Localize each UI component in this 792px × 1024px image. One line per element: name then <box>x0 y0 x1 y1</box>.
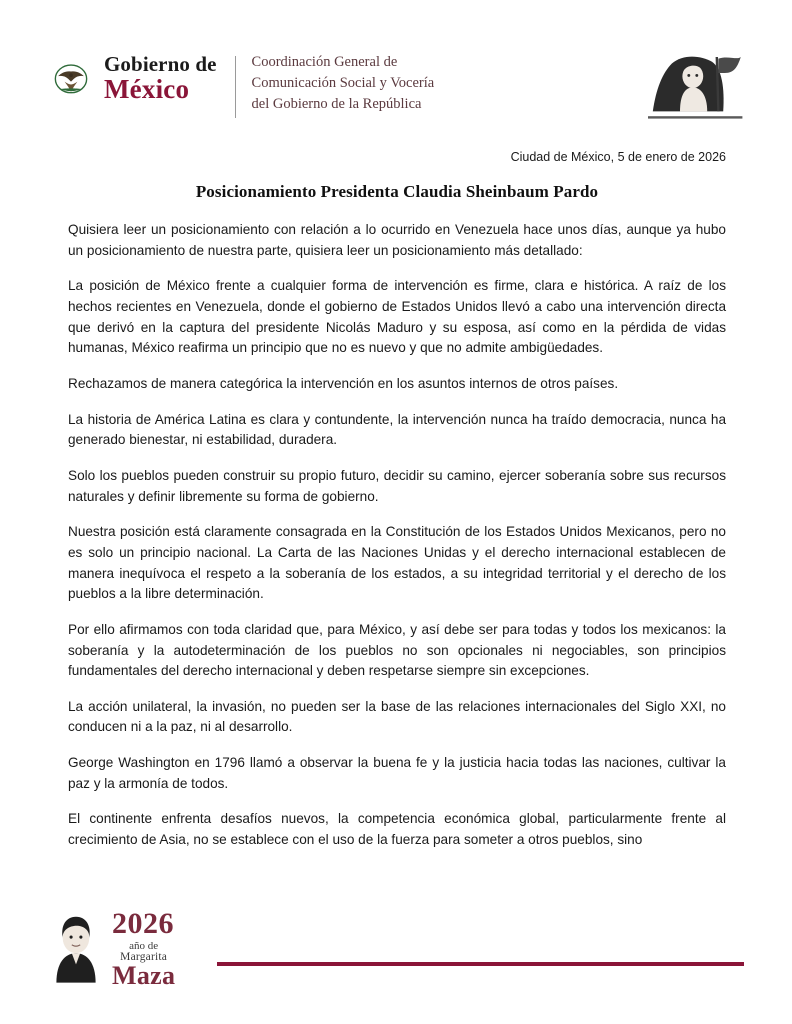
dateline: Ciudad de México, 5 de enero de 2026 <box>510 150 726 164</box>
paragraph: Rechazamos de manera categórica la intervención en los asuntos internos de otros países. <box>68 375 619 391</box>
margarita-maza-portrait-icon <box>48 914 104 984</box>
department-line-2: Comunicación Social y Vocería <box>251 75 435 92</box>
brand-gobierno: Gobierno de <box>104 52 217 76</box>
paragraph: La acción unilateral, la invasión, no pueden ser la base de las relaciones internacionales del Siglo XXI, no conducen ni a la paz, ni al desarrollo. <box>68 698 726 735</box>
page-title: Posicionamiento Presidenta Claudia Sheinbaum Pardo <box>195 182 599 201</box>
footer-year: 2026 <box>112 906 174 940</box>
footer-ano-de: año de <box>129 939 159 952</box>
paragraph: Nuestra posición está claramente consagrada en la Constitución de los Estados Unidos Mexicanos, pero no es solo un principio nacional. La Carta de las Naciones Unidas y el derecho internacional establecen de manera inequívoca el respeto a la soberanía de los estados, a su integridad territorial y el derecho de los pueblos a la libre determinación. <box>68 524 726 602</box>
paragraph: Solo los pueblos pueden construir su propio futuro, decidir su camino, ejercer soberanía sobre sus recursos naturales y definir libremente su forma de gobierno. <box>68 467 726 504</box>
paragraph: El continente enfrenta desafíos nuevos, la competencia económica global, particularmente frente al crecimiento de Asia, no se establece con el uso de la fuerza para someter a otros pueblos, sino <box>68 811 726 848</box>
footer-name-margarita: Margarita <box>120 950 168 963</box>
brand-mexico: México <box>104 74 190 104</box>
soldadera-flag-icon <box>648 48 744 130</box>
paragraph: George Washington en 1796 llamó a observar la buena fe y la justicia hacia todas las naciones, cultivar la paz y la armonía de todos. <box>68 755 726 791</box>
footer-rule <box>217 962 744 966</box>
margarita-maza-emblem <box>48 906 176 991</box>
document-header <box>48 52 744 138</box>
margarita-text <box>112 906 176 991</box>
paragraph: Por ello afirmamos con toda claridad que, para México, y así debe ser para todas y todos los mexicanos: la soberanía y la autodeterminación de los pueblos no son opcionales ni negociables, son principios fundamentales del derecho internacional y deben respetarse siempre sin excepciones. <box>68 621 726 679</box>
paragraph: La posición de México frente a cualquier forma de intervención es firme, clara e histórica. A raíz de los hechos recientes en Venezuela, donde el gobierno de Estados Unidos llevó a cabo una intervención directa que derivó en la captura del presidente Nicolás Maduro y su esposa, así como en la pérdida de vidas humanas, México reafirma un principio que no es nuevo y que no admite ambigüedades. <box>68 278 726 356</box>
paragraph: La historia de América Latina es clara y contundente, la intervención nunca ha traído democracia, nunca ha generado bienestar, ni estabilidad, duradera. <box>68 411 726 448</box>
department-line-3: del Gobierno de la República <box>251 96 422 113</box>
government-brand <box>48 52 217 103</box>
document-body <box>68 150 726 866</box>
department-name <box>252 52 435 115</box>
mexican-eagle-icon <box>48 55 94 101</box>
footer-name-maza: Maza <box>112 961 176 991</box>
document-footer <box>48 906 744 991</box>
brand-text <box>104 52 217 103</box>
header-divider <box>235 56 236 118</box>
paragraph: Quisiera leer un posicionamiento con relación a lo ocurrido en Venezuela hace unos días, aunque ya hubo un posicionamiento de nuestra parte, quisiera leer un posicionamiento más detallado: <box>68 222 726 258</box>
department-line-1: Coordinación General de <box>251 54 398 70</box>
